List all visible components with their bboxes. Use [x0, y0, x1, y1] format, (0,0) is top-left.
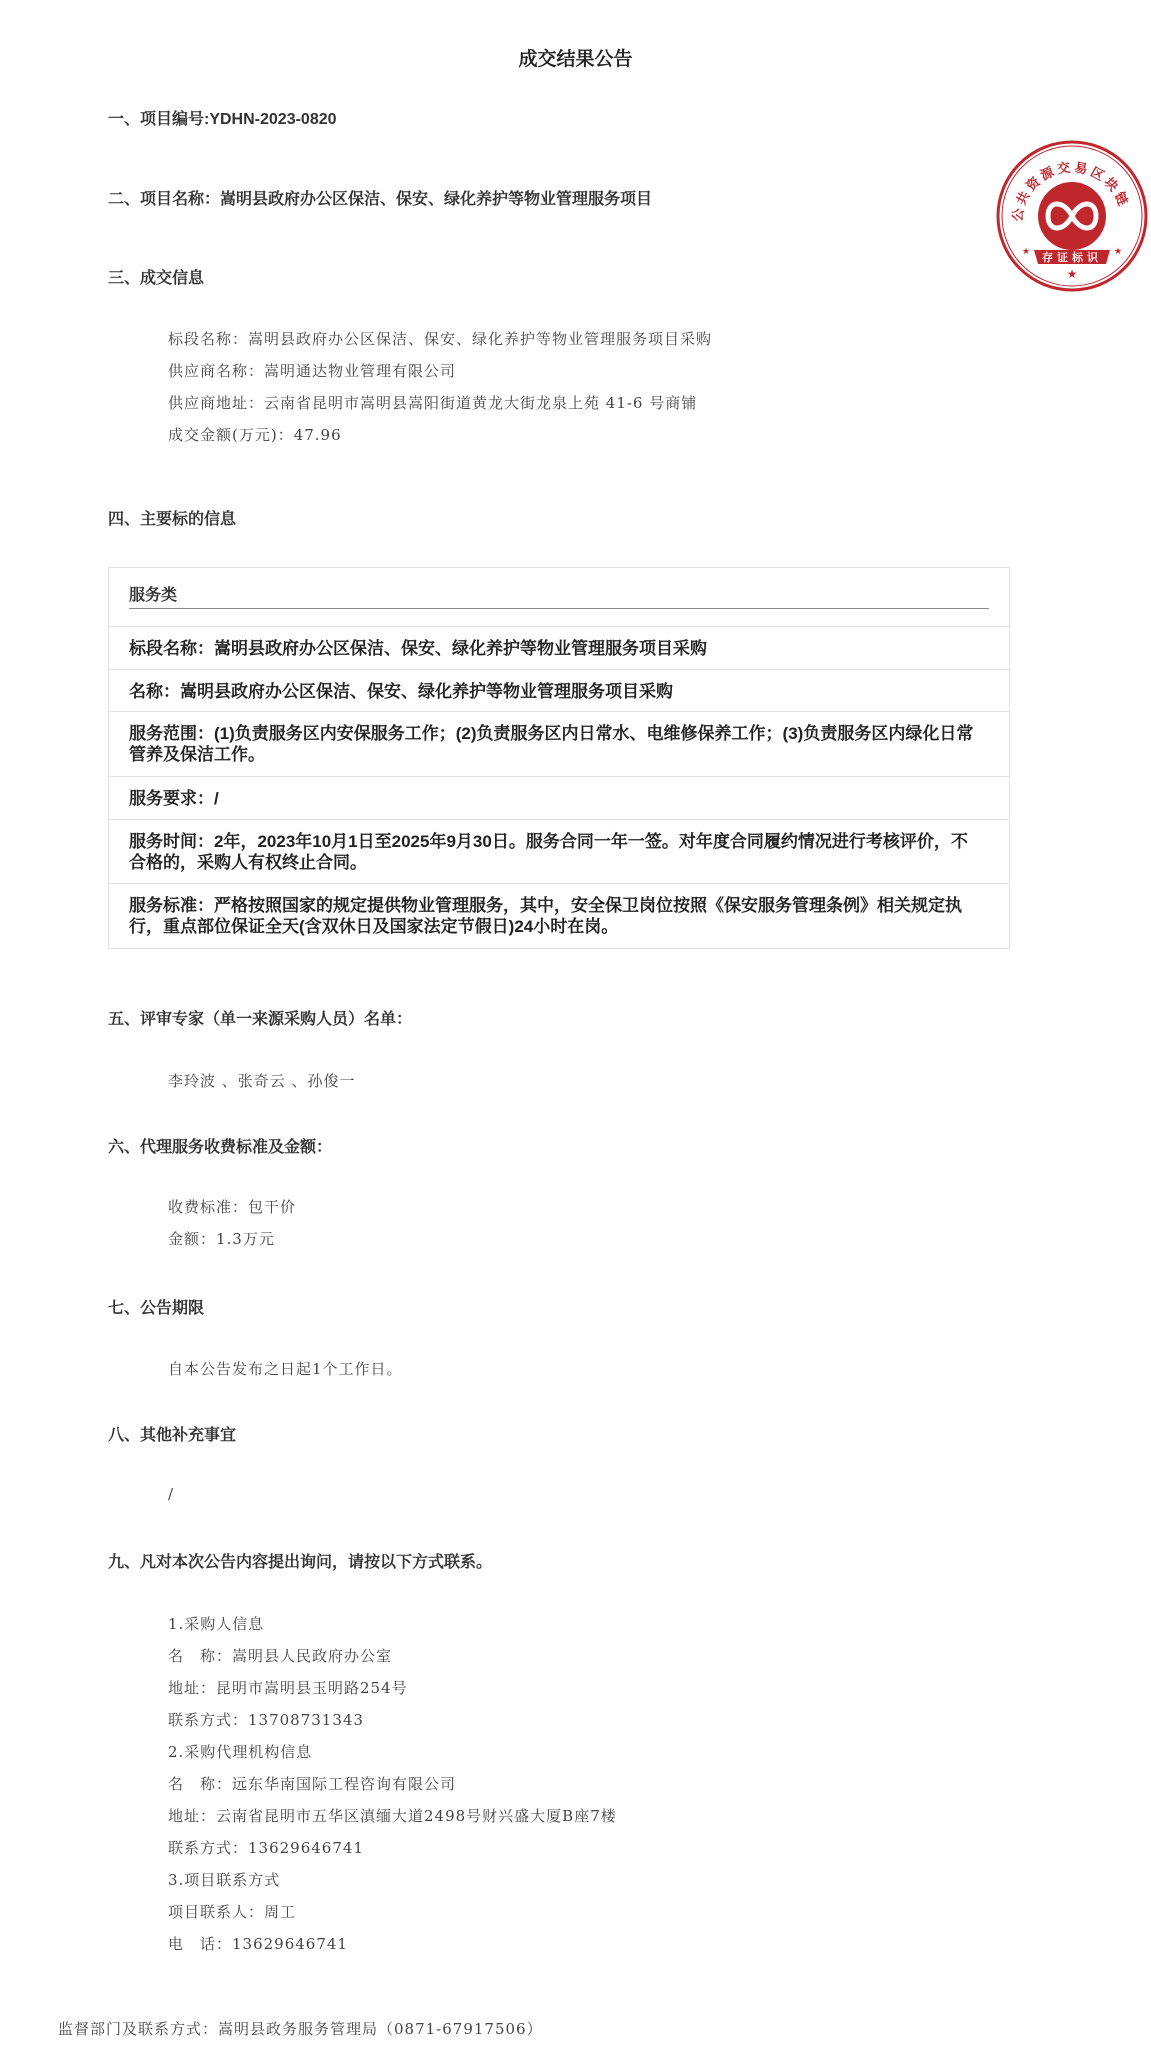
table-cell: 服务范围：(1)负责服务区内安保服务工作；(2)负责服务区内日常水、电维修保养工作；(3)负责服务区内绿化日常管养及保洁工作。 [129, 724, 974, 764]
svg-text:★: ★ [1021, 247, 1031, 257]
table-row [109, 711, 1009, 777]
contact-line: 项目联系人：周工 [168, 1903, 297, 1921]
deal-supplier-address: 供应商地址：云南省昆明市嵩明县嵩阳街道黄龙大街龙泉上苑 41-6 号商铺 [168, 394, 698, 412]
table-cell: 服务标准：严格按照国家的规定提供物业管理服务，其中，安全保卫岗位按照《保安服务管理条例》相关规定执行，重点部位保证全天(含双休日及国家法定节假日)24小时在岗。 [129, 896, 962, 936]
notice-period-text: 自本公告发布之日起1个工作日。 [168, 1360, 403, 1378]
contact-line: 地址：昆明市嵩明县玉明路254号 [168, 1679, 408, 1697]
fee-amount: 金额：1.3万元 [168, 1230, 275, 1248]
table-row [109, 883, 1009, 949]
contact-line: 2.采购代理机构信息 [168, 1743, 313, 1761]
section-subject-info: 四、主要标的信息 [108, 511, 237, 528]
supervision-footer: 监督部门及联系方式：嵩明县政务服务管理局（0871-67917506） [58, 2020, 543, 2038]
other-matters-text: / [168, 1485, 175, 1503]
contact-line: 地址：云南省昆明市五华区滇缅大道2498号财兴盛大厦B座7楼 [168, 1807, 617, 1825]
fee-standard: 收费标准：包干价 [168, 1198, 297, 1216]
subject-info-table [108, 567, 1010, 949]
section-project-number: 一、项目编号:YDHN-2023-0820 [108, 111, 337, 128]
section-agency-fee: 六、代理服务收费标准及金额： [108, 1139, 333, 1156]
section-project-name: 二、项目名称：嵩明县政府办公区保洁、保安、绿化养护等物业管理服务项目 [108, 191, 653, 208]
seal-bottom-text: 存证标识 [1042, 252, 1102, 264]
contact-line: 1.采购人信息 [168, 1615, 265, 1633]
deal-amount: 成交金额(万元)：47.96 [168, 426, 342, 444]
table-row [109, 626, 1009, 670]
svg-text:★: ★ [1066, 267, 1078, 281]
contact-line: 联系方式：13629646741 [168, 1839, 364, 1857]
section-deal-info: 三、成交信息 [108, 270, 205, 287]
deal-lot-name: 标段名称：嵩明县政府办公区保洁、保安、绿化养护等物业管理服务项目采购 [168, 330, 713, 348]
table-cell: 标段名称：嵩明县政府办公区保洁、保安、绿化养护等物业管理服务项目采购 [129, 639, 707, 658]
seal-outer-text: 公共资源交易区块链 [1009, 159, 1132, 223]
experts-list: 李玲波 、张奇云 、孙俊一 [168, 1072, 356, 1090]
contact-line: 联系方式：13708731343 [168, 1711, 364, 1729]
table-row [109, 776, 1009, 820]
table-cell: 服务要求：/ [129, 789, 219, 808]
contact-line: 名 称：嵩明县人民政府办公室 [168, 1647, 393, 1665]
blockchain-seal-icon [992, 136, 1151, 296]
section-contact: 九、凡对本次公告内容提出询问，请按以下方式联系。 [108, 1554, 493, 1571]
section-notice-period: 七、公告期限 [108, 1300, 205, 1317]
section-experts: 五、评审专家（单一来源采购人员）名单： [108, 1011, 413, 1028]
subject-category: 服务类 [129, 587, 178, 604]
category-divider [129, 608, 989, 609]
table-row [109, 819, 1009, 884]
table-cell: 服务时间：2年，2023年10月1日至2025年9月30日。服务合同一年一签。对年度合同履约情况进行考核评价，不合格的，采购人有权终止合同。 [129, 832, 968, 872]
contact-line: 名 称：远东华南国际工程咨询有限公司 [168, 1775, 457, 1793]
contact-line: 3.项目联系方式 [168, 1871, 281, 1889]
deal-supplier-name: 供应商名称：嵩明通达物业管理有限公司 [168, 362, 457, 380]
contact-line: 电 话：13629646741 [168, 1935, 348, 1953]
page-title: 成交结果公告 [518, 49, 633, 70]
table-row [109, 669, 1009, 712]
table-cell: 名称：嵩明县政府办公区保洁、保安、绿化养护等物业管理服务项目采购 [129, 682, 673, 701]
svg-text:★: ★ [1113, 247, 1123, 257]
section-other-matters: 八、其他补充事宜 [108, 1427, 237, 1444]
